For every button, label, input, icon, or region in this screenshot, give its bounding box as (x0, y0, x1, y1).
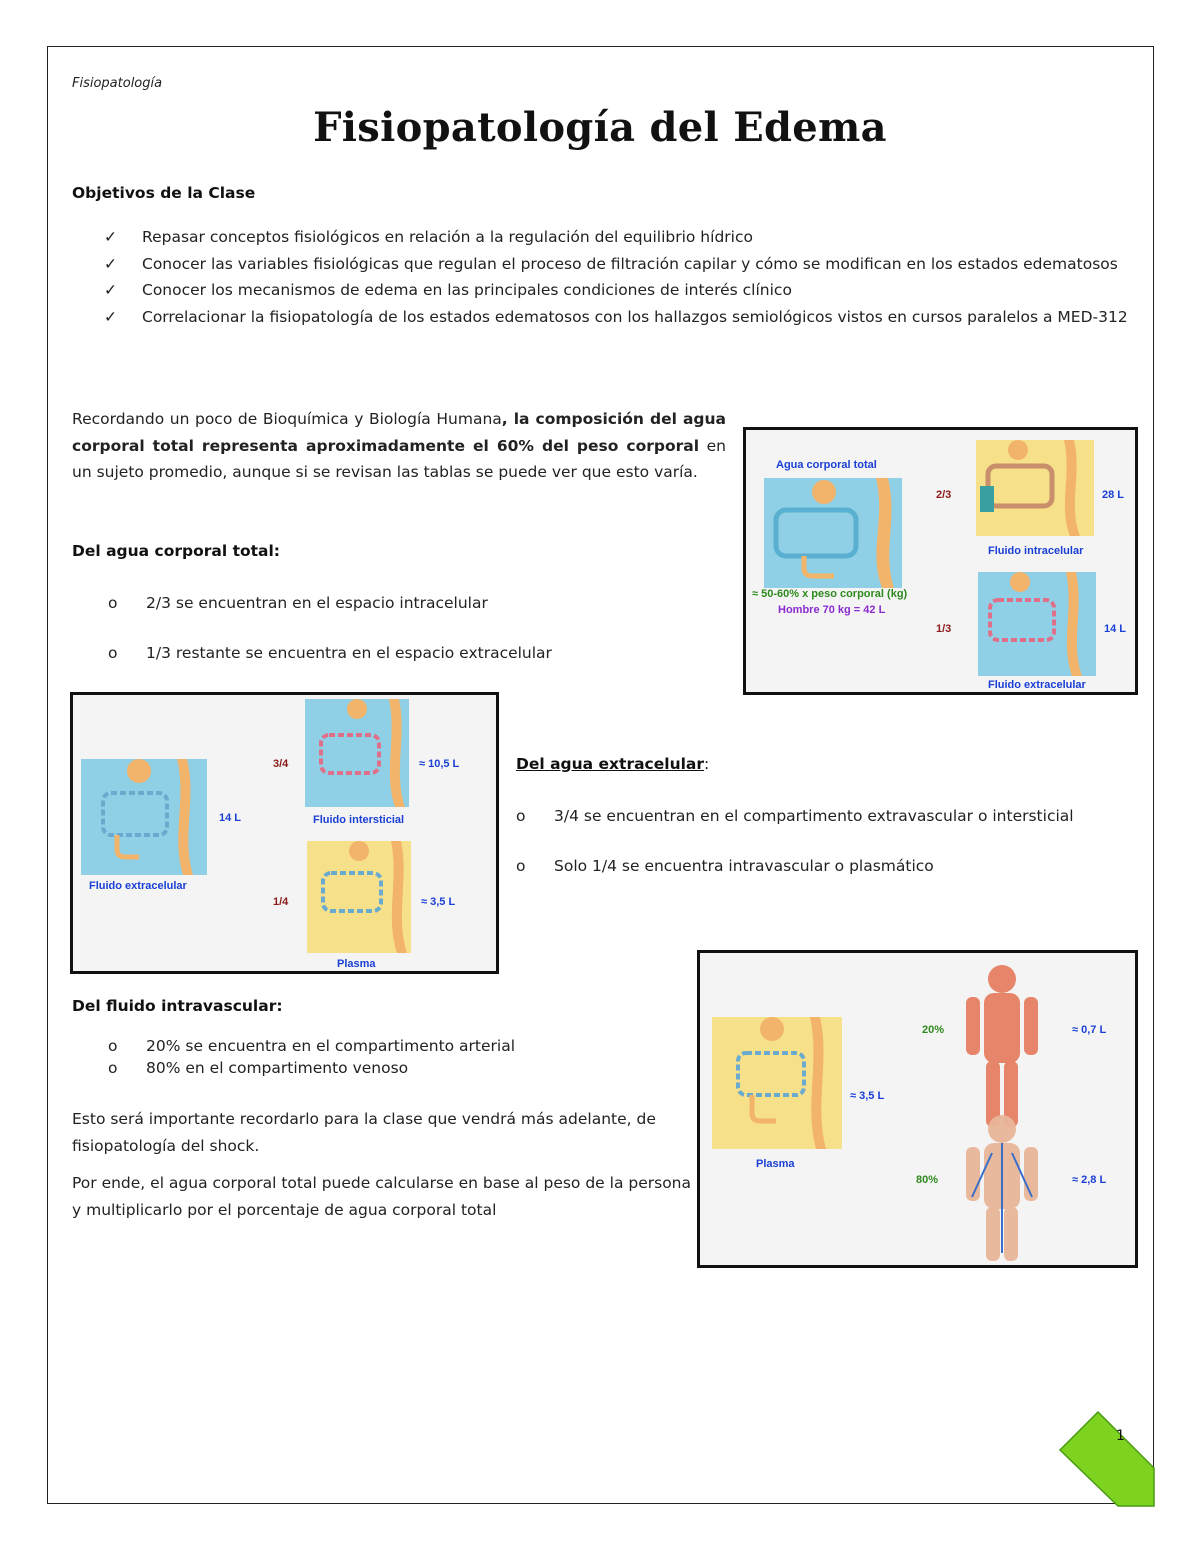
figure-2-top-volume: ≈ 10,5 L (419, 758, 460, 770)
intro-paragraph: Recordando un poco de Bioquímica y Biología Humana, la composición del agua corporal total representa aproximadamente el 60% del peso corporal en un sujeto promedio, aunque si se revisan las tablas se puede ver que esto varía. (72, 410, 726, 481)
figure-3-top-percent: 20% (922, 1024, 945, 1036)
figure-3-left-label: Plasma (756, 1158, 795, 1170)
figure-1-bottom-volume: 14 L (1104, 623, 1127, 635)
check-icon: ✓ (104, 281, 117, 299)
figure-intravascular-water (697, 950, 1138, 1268)
total-water-list (108, 594, 708, 662)
list-item: o 3/4 se encuentran en el compartimento extravascular o intersticial (516, 807, 1074, 825)
bullet-icon: o (108, 594, 118, 612)
check-icon: ✓ (104, 254, 117, 273)
figure-1-top-volume: 28 L (1102, 489, 1125, 501)
total-water-heading: Del agua corporal total: (72, 542, 281, 560)
figure-3-top-volume: ≈ 0,7 L (1072, 1024, 1107, 1036)
objective-item: ✓ Conocer los mecanismos de edema en las principales condiciones de interés clínico (104, 277, 1134, 304)
figure-1-bottom-fraction: 1/3 (936, 623, 952, 635)
header-note: Fisiopatología (72, 76, 163, 91)
objective-item: ✓ Repasar conceptos fisiológicos en relación a la regulación del equilibrio hídrico (104, 224, 1134, 251)
page-number: 1 (1116, 1428, 1125, 1444)
figure-2-diagram (73, 695, 496, 971)
figure-1-top-fraction: 2/3 (936, 489, 952, 501)
bullet-icon: o (108, 1059, 118, 1077)
figure-2-bottom-label: Plasma (337, 958, 376, 970)
figure-2-bottom-volume: ≈ 3,5 L (421, 896, 456, 908)
figure-1-example: Hombre 70 kg = 42 L (778, 604, 886, 616)
bullet-icon: o (516, 807, 526, 825)
figure-1-title: Agua corporal total (776, 459, 877, 471)
list-item: o Solo 1/4 se encuentra intravascular o plasmático (516, 857, 934, 875)
figure-3-left-volume: ≈ 3,5 L (850, 1090, 885, 1102)
extracellular-list (516, 807, 1146, 875)
figure-total-body-water (743, 427, 1138, 695)
figure-1-top-label: Fluido intracelular (988, 545, 1084, 557)
list-item: o 80% en el compartimento venoso (108, 1059, 409, 1077)
check-icon: ✓ (104, 307, 117, 326)
page-badge-icon (1058, 1410, 1158, 1510)
objective-item: ✓ Conocer las variables fisiológicas que regulan el proceso de filtración capilar y cómo se modifican en los estados edematosos (104, 251, 1134, 278)
figure-3-diagram (700, 953, 1135, 1265)
list-item: o 20% se encuentra en el compartimento arterial (108, 1037, 516, 1055)
extracellular-heading-wrapper: Del agua extracelular: (516, 755, 710, 773)
bullet-icon: o (516, 857, 526, 875)
figure-extracellular-water (70, 692, 499, 974)
page-title: Fisiopatología del Edema (313, 104, 887, 151)
list-item: o 2/3 se encuentran en el espacio intracelular (108, 594, 488, 612)
figure-2-left-label: Fluido extracelular (89, 880, 187, 892)
intravascular-heading: Del fluido intravascular: (72, 997, 283, 1015)
calculation-paragraph: Por ende, el agua corporal total puede calcularse en base al peso de la persona y multiplicarlo por el porcentaje de agua corporal total (72, 1174, 692, 1219)
check-icon: ✓ (104, 228, 117, 246)
figure-2-top-label: Fluido intersticial (313, 814, 405, 826)
figure-1-diagram (746, 430, 1135, 692)
objectives-heading: Objetivos de la Clase (72, 184, 256, 202)
figure-1-formula: ≈ 50-60% x peso corporal (kg) (752, 588, 908, 600)
objective-item: ✓ Correlacionar la fisiopatología de los estados edematosos con los hallazgos semiológicos vistos en cursos paralelos a MED-312 (104, 304, 1134, 331)
figure-2-top-fraction: 3/4 (273, 758, 289, 770)
figure-1-bottom-label: Fluido extracelular (988, 679, 1086, 691)
list-item: o 1/3 restante se encuentra en el espacio extracelular (108, 644, 552, 662)
figure-2-bottom-fraction: 1/4 (273, 896, 289, 908)
page-number-badge (1058, 1410, 1158, 1510)
intravascular-list (108, 1037, 688, 1077)
shock-note-paragraph: Esto será importante recordarlo para la clase que vendrá más adelante, de fisiopatología del shock. (72, 1110, 656, 1155)
figure-3-bottom-percent: 80% (916, 1174, 939, 1186)
bullet-icon: o (108, 1037, 118, 1055)
figure-2-left-volume: 14 L (219, 812, 242, 824)
figure-3-bottom-volume: ≈ 2,8 L (1072, 1174, 1107, 1186)
extracellular-heading: Del agua extracelular (516, 755, 705, 773)
bullet-icon: o (108, 644, 118, 662)
objectives-list (104, 224, 1134, 330)
